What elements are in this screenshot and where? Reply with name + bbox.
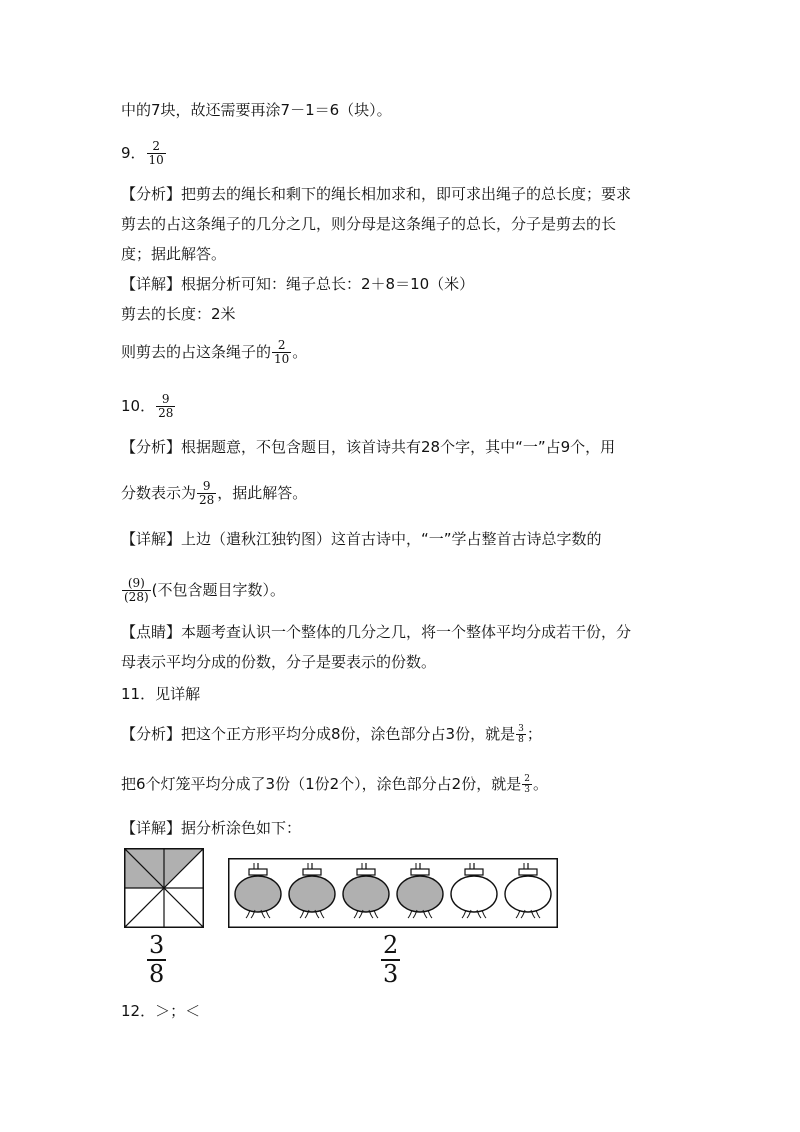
text-line bbox=[121, 480, 307, 507]
lantern-tassel bbox=[300, 910, 304, 918]
text-line: 【详解】据分析涂色如下： bbox=[121, 819, 302, 837]
denominator: (28) bbox=[124, 590, 149, 604]
lantern-body bbox=[397, 876, 443, 912]
lantern-body bbox=[451, 876, 497, 912]
text-line: 【点睛】本题考查认识一个整体的几分之几，将一个整体平均分成若干份，分 bbox=[121, 623, 632, 641]
denominator: 3 bbox=[383, 960, 399, 988]
denominator: 8 bbox=[149, 960, 165, 988]
lantern-cap bbox=[249, 869, 267, 875]
lantern-body bbox=[235, 876, 281, 912]
text-span: ； bbox=[526, 725, 542, 743]
answer-9 bbox=[121, 140, 167, 167]
fraction bbox=[147, 932, 166, 988]
answer-10 bbox=[121, 393, 176, 420]
lantern-tassel bbox=[462, 910, 466, 918]
lantern-tassel bbox=[246, 910, 250, 918]
text-line bbox=[121, 339, 307, 366]
numerator: (9) bbox=[127, 576, 145, 590]
fraction bbox=[272, 339, 291, 366]
denominator: 28 bbox=[158, 406, 174, 420]
numerator: 9 bbox=[202, 479, 211, 493]
numerator: 2 bbox=[277, 338, 286, 352]
lantern-cap bbox=[357, 869, 375, 875]
text-span: ，据此解答。 bbox=[217, 484, 308, 502]
lantern-body bbox=[289, 876, 335, 912]
lantern-group bbox=[235, 863, 551, 918]
lantern-tassel bbox=[408, 910, 412, 918]
lantern-cap bbox=[303, 869, 321, 875]
lantern-body bbox=[505, 876, 551, 912]
text-span: 则剪去的占这条绳子的 bbox=[121, 343, 272, 361]
text-line: 【分析】根据题意，不包含题目，该首诗共有28个字，其中“一”占9个，用 bbox=[121, 438, 616, 456]
numerator: 2 bbox=[152, 139, 160, 153]
text-line bbox=[121, 774, 548, 795]
denominator: 10 bbox=[148, 153, 164, 167]
lantern-unshaded bbox=[505, 863, 551, 918]
lanterns-figure bbox=[228, 858, 558, 928]
numerator: 2 bbox=[524, 774, 530, 784]
lantern-tassel bbox=[320, 910, 324, 918]
lantern-tassel bbox=[482, 910, 486, 918]
lantern-tassel bbox=[374, 910, 378, 918]
text-line: 度；据此解答。 bbox=[121, 245, 227, 263]
text-line bbox=[121, 577, 285, 604]
fraction bbox=[122, 577, 151, 604]
lantern-cap bbox=[519, 869, 537, 875]
fraction bbox=[156, 393, 175, 420]
text-line bbox=[121, 724, 542, 745]
text-span: 。 bbox=[532, 775, 548, 793]
denominator: 28 bbox=[199, 493, 215, 507]
lantern-tassel bbox=[354, 910, 358, 918]
numerator: 3 bbox=[518, 724, 524, 734]
lantern-fraction bbox=[380, 932, 401, 988]
lantern-shaded bbox=[289, 863, 335, 918]
text-span: (不包含题目字数）。 bbox=[151, 581, 285, 599]
text-line: 母表示平均分成的份数，分子是要表示的份数。 bbox=[121, 653, 437, 671]
square-fraction bbox=[146, 932, 167, 988]
text-line: 剪去的占这条绳子的几分之几，则分母是这条绳子的总长，分子是剪去的长 bbox=[121, 215, 617, 233]
text-span: 分数表示为 bbox=[121, 484, 197, 502]
fraction bbox=[522, 774, 532, 795]
fraction bbox=[516, 724, 526, 745]
lantern-tassel bbox=[428, 910, 432, 918]
lantern-tassel bbox=[266, 910, 270, 918]
question-number: 10． bbox=[121, 397, 156, 415]
numerator: 2 bbox=[383, 931, 399, 959]
numerator: 9 bbox=[161, 392, 170, 406]
question-number: 9． bbox=[121, 144, 146, 162]
text-line: 11．见详解 bbox=[121, 685, 201, 703]
lantern-shaded bbox=[235, 863, 281, 918]
text-line: 【详解】上边（遣秋江独钓图）这首古诗中，“一”学占整首古诗总字数的 bbox=[121, 530, 602, 548]
text-line: 【详解】根据分析可知：绳子总长：2＋8＝10（米） bbox=[121, 275, 475, 293]
fraction bbox=[197, 480, 216, 507]
denominator: 8 bbox=[518, 735, 524, 745]
denominator: 3 bbox=[524, 785, 530, 795]
text-line: 剪去的长度：2米 bbox=[121, 305, 236, 323]
lantern-unshaded bbox=[451, 863, 497, 918]
divided-square-figure bbox=[124, 848, 204, 928]
lantern-shaded bbox=[343, 863, 389, 918]
text-span: 。 bbox=[292, 343, 308, 361]
fraction bbox=[381, 932, 400, 988]
lantern-cap bbox=[465, 869, 483, 875]
denominator: 10 bbox=[274, 352, 290, 366]
text-span: 把6个灯笼平均分成了3份（1份2个），涂色部分占2份，就是 bbox=[121, 775, 522, 793]
text-span: 【分析】把这个正方形平均分成8份，涂色部分占3份，就是 bbox=[121, 725, 516, 743]
lantern-cap bbox=[411, 869, 429, 875]
text-line: 中的7块，故还需要再涂7－1＝6（块）。 bbox=[121, 101, 392, 119]
numerator: 3 bbox=[149, 931, 165, 959]
fraction bbox=[147, 140, 166, 167]
text-line: 12．＞；＜ bbox=[121, 1002, 201, 1020]
lantern-shaded bbox=[397, 863, 443, 918]
text-line: 【分析】把剪去的绳长和剩下的绳长相加求和，即可求出绳子的总长度；要求 bbox=[121, 185, 632, 203]
lantern-tassel bbox=[536, 910, 540, 918]
lantern-tassel bbox=[516, 910, 520, 918]
lantern-body bbox=[343, 876, 389, 912]
